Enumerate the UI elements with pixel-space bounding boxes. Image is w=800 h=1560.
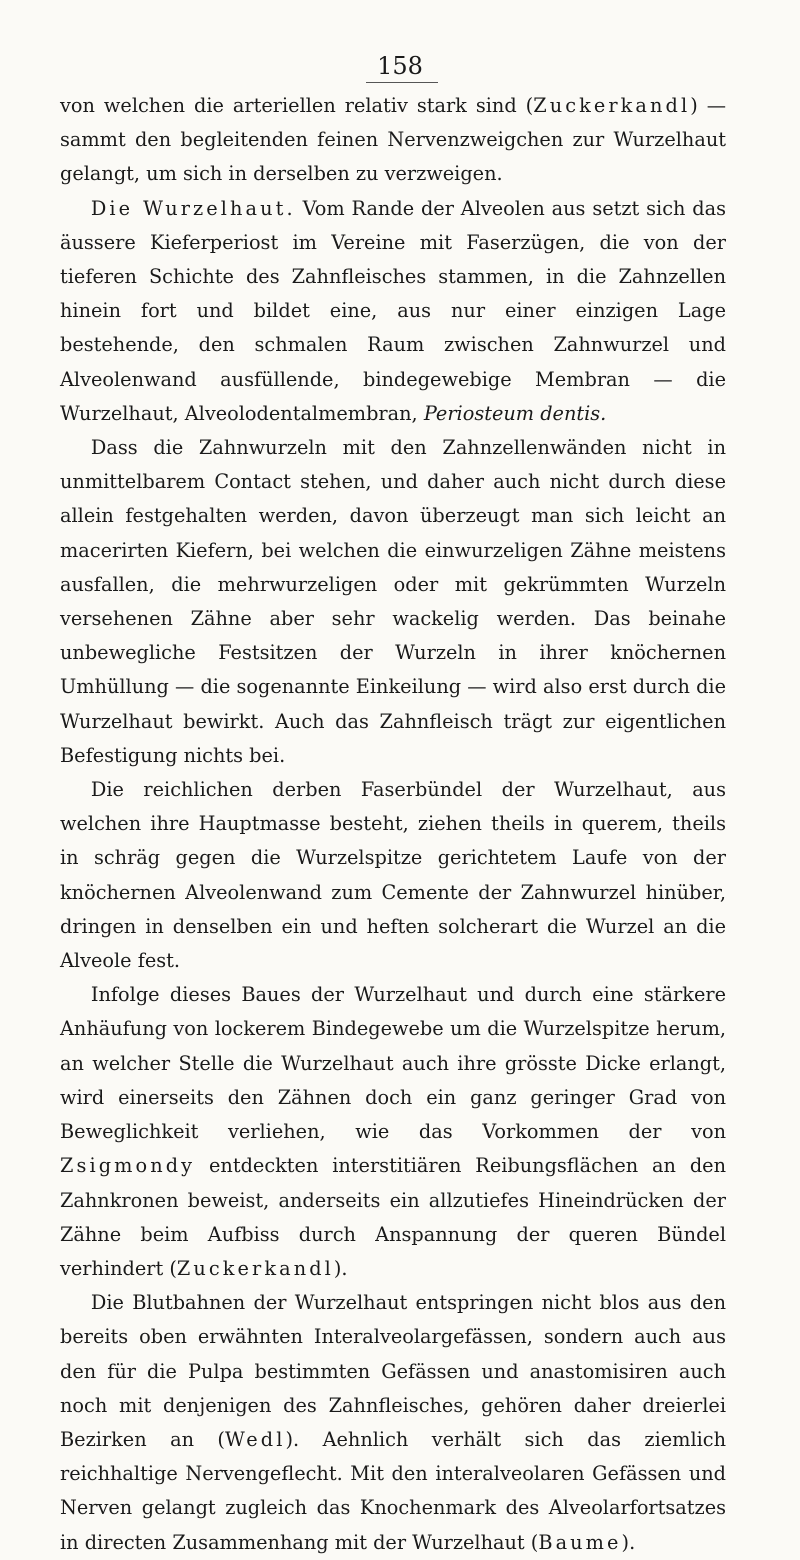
body-text xyxy=(60,89,726,1560)
text-segment: von welchen die arteriellen relativ stark sind ( xyxy=(60,94,534,117)
text-segment: Zuckerkandl xyxy=(176,1256,334,1280)
paragraph xyxy=(60,431,726,773)
text-segment: ) — sammt den begleitenden feinen Nervenzweigchen zur Wurzelhaut gelangt, um sich in derselben zu verzweigen. xyxy=(60,94,726,186)
text-segment: Periosteum dentis. xyxy=(423,401,607,425)
text-segment: Wedl xyxy=(224,1427,286,1451)
paragraph xyxy=(60,192,726,431)
page-number: 158 xyxy=(377,52,423,80)
text-segment: Vom Rande der Alveolen aus setzt sich das äussere Kieferperiost im Vereine mit Faserzügen, die von der tieferen Schichte des Zahnfleisches stammen, in die Zahnzellen hinein fort und bildet eine, aus nur einer einzigen Lage bestehende, den schmalen Raum zwischen Zahnwurzel und Alveolenwand ausfüllende, bindegewebige Membran — die Wurzelhaut, Alveolodentalmembran, xyxy=(60,196,727,425)
text-segment: Baume xyxy=(538,1530,622,1554)
paragraph xyxy=(60,89,726,192)
text-segment: ). Aehnlich verhält sich das ziemlich reichhaltige Nervengeflecht. Mit den interalveolaren Gefässen und Nerven gelangt zugleich das Knochenmark des Alveolarfortsatzes in directen Zusammenhang mit der Wurzelhaut ( xyxy=(60,1427,726,1554)
text-segment: Zsigmondy xyxy=(60,1154,196,1178)
text-segment: Zuckerkandl xyxy=(533,94,691,117)
page-number-rule xyxy=(366,82,438,83)
text-segment: Infolge dieses Baues der Wurzelhaut und durch eine stärkere Anhäufung von lockerem Bindegewebe um die Wurzelspitze herum, an welcher Stelle die Wurzelhaut auch ihre grösste Dicke erlangt, wird einerseits den Zähnen doch ein ganz geringer Grad von Beweglichkeit verliehen, wie das Vorkommen der von xyxy=(60,983,726,1144)
text-segment: Dass die Zahnwurzeln mit den Zahnzellenwänden nicht in unmittelbarem Contact stehen, und daher auch nicht durch diese allein festgehalten werden, davon überzeugt man sich leicht an macerirten Kiefern, bei welchen die einwurzeligen Zähne meistens ausfallen, die mehrwurzeligen oder mit gekrümmten Wurzeln versehenen Zähne aber sehr wackelig werden. Das beinahe unbewegliche Festsitzen der Wurzeln in ihrer knöchernen Umhüllung — die sogenannte Einkeilung — wird also erst durch die Wurzelhaut bewirkt. Auch das Zahnfleisch trägt zur eigentlichen Befestigung nichts bei. xyxy=(60,436,726,767)
text-segment: entdeckten interstitiären Reibungsflächen an den Zahnkronen beweist, anderseits ein allzutiefes Hineindrücken der Zähne beim Aufbiss durch Anspannung der queren Bündel verhindert ( xyxy=(60,1154,726,1280)
text-segment: ). xyxy=(621,1530,636,1554)
text-segment: Die reichlichen derben Faserbündel der Wurzelhaut, aus welchen ihre Hauptmasse besteht, ziehen theils in querem, theils in schräg gegen die Wurzelspitze gerichtetem Laufe von der knöchernen Alveolenwand zum Cemente der Zahnwurzel hinüber, dringen in denselben ein und heften solcherart die Wurzel an die Alveole fest. xyxy=(60,778,726,973)
paragraph xyxy=(60,1286,726,1560)
paragraph xyxy=(60,773,726,978)
text-segment: Die Blutbahnen der Wurzelhaut entspringen nicht blos aus den bereits oben erwähnten Interalveolargefässen, sondern auch aus den für die Pulpa bestimmten Gefässen und anastomisiren auch noch mit denjenigen des Zahnfleisches, gehören daher dreierlei Bezirken an ( xyxy=(60,1291,726,1451)
paragraph xyxy=(60,978,726,1286)
text-segment: ). xyxy=(333,1256,348,1280)
text-segment: Die Wurzelhaut. xyxy=(90,196,296,220)
